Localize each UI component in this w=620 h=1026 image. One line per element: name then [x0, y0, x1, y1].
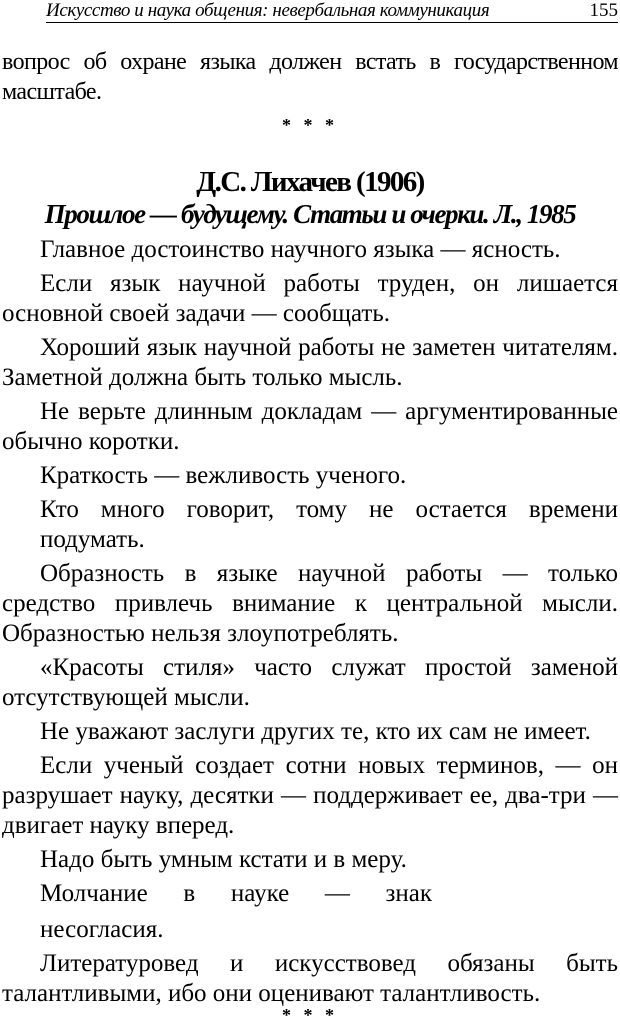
- word: науке: [230, 880, 290, 907]
- opening-paragraph: [2, 47, 618, 107]
- running-header: [46, 0, 618, 23]
- page-number: 155: [589, 0, 618, 21]
- paragraph: Надо быть умным кстати и в меру.: [40, 846, 407, 873]
- paragraph: Краткость — вежливость ученого.: [40, 462, 407, 489]
- body-text: [2, 235, 618, 1013]
- opening-line-2: масштабе.: [2, 79, 102, 105]
- paragraph: Главное достоинство научного языка — ясность.: [40, 236, 561, 263]
- paragraph: Если язык научной работы труден, он лишается основной своей задачи — сообщать.: [2, 270, 618, 327]
- paragraph: Если ученый создает сотни новых терминов, — он разрушает науку, десятки — поддерживает ее, два-три — двигает науку вперед.: [2, 752, 618, 839]
- section-author: Д.С. Лихачев (1906): [196, 166, 424, 198]
- word: в: [183, 880, 196, 907]
- running-title: Искусство и наука общения: невербальная коммуникация: [46, 0, 490, 21]
- word: Молчание: [40, 880, 148, 907]
- paragraph: Не уважают заслуги других те, кто их сам не имеет.: [40, 718, 591, 745]
- paragraph: Образность в языке научной работы — только средство привлечь внимание к центральной мысли. Образностью нельзя злоупотреблять.: [2, 560, 618, 647]
- word: —: [324, 880, 350, 907]
- separator: * * *: [282, 115, 338, 135]
- silence-end: несогласия.: [40, 916, 164, 943]
- word: знак: [385, 880, 432, 907]
- paragraph: «Красоты стиля» часто служат простой заменой отсутствующей мысли.: [2, 654, 618, 711]
- paragraph: Не верьте длинным докладам — аргументированные обычно коротки.: [2, 398, 618, 455]
- end-separator: * * *: [282, 1005, 338, 1025]
- section-source: Прошлое — будущему. Статьи и очерки. Л., 1985: [44, 199, 576, 229]
- opening-line-1: вопрос об охране языка должен встать в государственном: [2, 49, 618, 75]
- paragraph: Хороший язык научной работы не заметен читателям. Заметной должна быть только мысль.: [2, 334, 618, 391]
- silence-line: [40, 879, 432, 909]
- paragraph: Литературовед и искусствовед обязаны быть талантливыми, ибо они оценивают талантливость.: [2, 950, 618, 1007]
- paragraph: Кто много говорит, тому не остается времени подумать.: [40, 496, 618, 553]
